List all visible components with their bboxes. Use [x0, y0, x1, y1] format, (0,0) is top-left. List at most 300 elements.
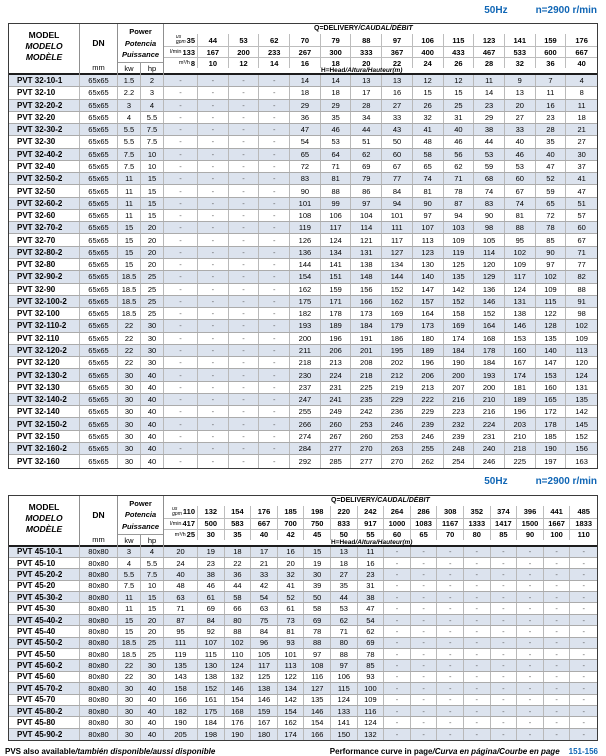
table-row: [9, 581, 597, 592]
head-value-cell: 24: [164, 558, 198, 568]
hp-cell: 20: [141, 234, 164, 245]
flow-header-cell: m³/h 25: [164, 530, 198, 540]
head-value-cell: -: [198, 320, 229, 331]
pvs-note-translations: /también disponible/aussi disponible: [75, 747, 216, 756]
head-value-cell: 122: [536, 308, 567, 319]
head-value-cell: 18: [290, 87, 321, 98]
head-value-cell: 270: [382, 455, 413, 467]
head-value-cell: 47: [536, 161, 567, 172]
head-value-cell: -: [582, 547, 585, 557]
flow-header-cell: 132: [198, 506, 225, 518]
rpm-label: n=2900 r/min: [535, 475, 597, 487]
head-value-cell: 27: [577, 137, 586, 147]
head-value-cell: 80: [225, 615, 252, 625]
head-value-cell: -: [384, 615, 411, 625]
head-value-cell: 212: [382, 369, 413, 380]
hp-cell: 5.5: [141, 558, 164, 568]
head-value-cell: 140: [536, 345, 567, 356]
head-value-cell: 78: [304, 626, 331, 636]
head-value-cell: -: [411, 717, 438, 727]
head-value-cell: -: [437, 638, 464, 648]
head-value-cell: 270: [351, 443, 382, 454]
head-value-cell: -: [198, 271, 229, 282]
head-value-cell: 113: [278, 660, 305, 670]
head-value-cell: 132: [225, 672, 252, 682]
head-value-cell: -: [198, 173, 229, 184]
head-value-cell: 8: [579, 88, 584, 98]
head-value-cell: 82: [577, 272, 586, 282]
flow-header-cell: 22: [382, 58, 413, 68]
head-value-cell: 184: [351, 320, 382, 331]
head-value-cell: 29: [290, 100, 321, 111]
head-value-cell: 71: [577, 247, 586, 257]
row-lmin-header-row: [164, 47, 597, 58]
head-value-cell: -: [464, 729, 491, 740]
head-value-cell: 54: [290, 136, 321, 147]
hp-cell: 25: [141, 271, 164, 282]
flow-header-cell: 88: [351, 34, 382, 46]
hp-cell: 10: [141, 149, 164, 160]
page-range: 151-156: [568, 747, 598, 756]
kw-cell: 4: [118, 558, 141, 568]
head-value-cell: -: [411, 695, 438, 705]
head-value-cell: -: [164, 112, 198, 123]
head-value-cell: 182: [290, 308, 321, 319]
flow-header-cell: 100: [544, 530, 571, 540]
head-value-cell: 101: [382, 210, 413, 221]
dn-cell: 80x80: [80, 729, 118, 740]
model-cell: PVT 32-70-2: [9, 222, 80, 233]
head-value-cell: -: [164, 173, 198, 184]
head-value-cell: 193: [290, 320, 321, 331]
head-value-cell: 198: [198, 729, 225, 740]
head-value-cell: 222: [413, 394, 444, 405]
head-value-cell: 247: [290, 394, 321, 405]
table-row: [9, 431, 597, 443]
head-value-cell: 166: [164, 695, 198, 705]
head-value-cell: 28: [351, 100, 382, 111]
kw-cell: 18.5: [118, 649, 141, 659]
head-value-cell: 31: [358, 581, 385, 591]
flow-header-cell: 97: [382, 34, 413, 46]
model-cell: PVT 32-100-2: [9, 296, 80, 307]
dn-label: DN: [92, 38, 105, 48]
head-value-cell: 65: [536, 198, 567, 209]
hp-cell: 10: [141, 161, 164, 172]
head-value-cell: 236: [382, 406, 413, 417]
head-value-cell: 62: [351, 149, 382, 160]
head-value-cell: 162: [382, 296, 413, 307]
head-value-cell: 90: [413, 198, 444, 209]
kw-cell: 22: [118, 660, 141, 670]
head-value-cell: 27: [331, 569, 358, 579]
hp-cell: 15: [141, 173, 164, 184]
head-value-cell: -: [464, 660, 491, 670]
head-value-cell: 14: [321, 75, 352, 86]
head-value-cell: 117: [505, 271, 536, 282]
head-value-cell: 65: [413, 161, 444, 172]
head-value-cell: 246: [413, 431, 444, 442]
head-value-cell: 196: [321, 333, 352, 344]
head-value-cell: -: [411, 638, 438, 648]
head-value-cell: -: [198, 136, 229, 147]
head-value-cell: 46: [505, 149, 536, 160]
head-value-cell: -: [437, 547, 464, 557]
head-value-cell: -: [164, 308, 198, 319]
head-value-cell: 157: [413, 296, 444, 307]
flow-header-cell: 242: [358, 506, 385, 518]
head-value-cell: 14: [290, 75, 321, 86]
head-value-cell: 172: [536, 406, 567, 417]
head-value-cell: 262: [413, 455, 444, 467]
head-value-cell: 94: [382, 198, 413, 209]
head-value-cell: -: [582, 729, 585, 739]
dn-cell: 80x80: [80, 695, 118, 705]
head-value-cell: 58: [225, 592, 252, 602]
model-cell: PVT 32-150: [9, 431, 80, 442]
head-value-cell: 125: [444, 259, 475, 270]
hp-cell: 25: [141, 308, 164, 319]
table-header: [9, 496, 597, 547]
head-value-cell: -: [464, 558, 491, 568]
head-value-cell: 124: [505, 284, 536, 295]
hp-cell: 40: [141, 369, 164, 380]
head-value-cell: -: [198, 234, 229, 245]
head-value-cell: -: [582, 615, 585, 625]
table-row: [9, 638, 597, 649]
hp-cell: 40: [141, 382, 164, 393]
head-value-cell: -: [229, 124, 260, 135]
head-value-cell: 21: [577, 125, 586, 135]
model-cell: PVT 45-80: [9, 717, 80, 727]
model-header-line: MODEL: [28, 501, 60, 512]
head-value-cell: 106: [331, 672, 358, 682]
head-value-cell: 19: [304, 558, 331, 568]
dn-column-header: [80, 24, 118, 75]
head-value-cell: 152: [474, 308, 505, 319]
head-value-cell: -: [259, 382, 290, 393]
flow-header-cell: 16: [290, 58, 321, 68]
flow-header-cell: 700: [278, 519, 305, 529]
flow-header-cell: 80: [464, 530, 491, 540]
model-cell: PVT 32-40: [9, 161, 80, 172]
head-value-cell: 135: [536, 333, 567, 344]
head-value-cell: 46: [198, 581, 225, 591]
head-value-cell: 59: [474, 161, 505, 172]
model-cell: PVT 45-70: [9, 695, 80, 705]
head-value-cell: -: [517, 558, 544, 568]
m3h-unit-label: m³/h: [178, 60, 190, 66]
head-value-cell: -: [517, 672, 544, 682]
head-value-cell: -: [198, 161, 229, 172]
head-value-cell: -: [437, 592, 464, 602]
kw-cell: 3: [118, 547, 141, 557]
head-value-cell: 152: [444, 296, 475, 307]
head-value-cell: 167: [505, 357, 536, 368]
head-value-cell: 165: [536, 394, 567, 405]
head-value-cell: -: [464, 626, 491, 636]
head-value-cell: 81: [505, 210, 536, 221]
head-value-cell: -: [259, 455, 290, 467]
head-value-cell: -: [164, 87, 198, 98]
head-value-cell: -: [582, 592, 585, 602]
head-value-cell: 20: [278, 558, 305, 568]
head-value-cell: 35: [331, 581, 358, 591]
head-value-cell: -: [259, 308, 290, 319]
head-value-cell: -: [384, 649, 411, 659]
dn-label: DN: [92, 509, 105, 520]
head-value-cell: 216: [474, 406, 505, 417]
head-value-cell: 69: [351, 161, 382, 172]
head-value-cell: 180: [413, 333, 444, 344]
head-value-cell: 154: [304, 717, 331, 727]
head-value-cell: -: [164, 124, 198, 135]
table-row: [9, 345, 597, 357]
head-value-cell: -: [491, 695, 518, 705]
kw-unit-label: kw: [118, 535, 141, 547]
hp-cell: 40: [141, 443, 164, 454]
head-value-cell: 129: [474, 271, 505, 282]
head-value-cell: -: [198, 369, 229, 380]
rpm-label: n=2900 r/min: [535, 5, 597, 16]
head-value-cell: 41: [413, 124, 444, 135]
kw-cell: 5.5: [118, 569, 141, 579]
head-value-cell: -: [229, 259, 260, 270]
table-row: [9, 382, 597, 394]
kw-cell: 7.5: [118, 161, 141, 172]
head-value-cell: 18: [331, 558, 358, 568]
model-cell: PVT 32-60-2: [9, 198, 80, 209]
head-value-cell: 20: [505, 100, 536, 111]
head-value-cell: 78: [444, 185, 475, 196]
head-value-cell: 132: [358, 729, 385, 740]
head-value-cell: -: [437, 626, 464, 636]
head-value-cell: 61: [198, 592, 225, 602]
power-header-line: Puissance: [121, 50, 160, 59]
q-delivery-label: Q=DELIVERY/CAUDAL/DÉBIT: [314, 25, 413, 32]
head-value-cell: -: [198, 284, 229, 295]
head-value-cell: -: [198, 406, 229, 417]
head-value-cell: 174: [278, 729, 305, 740]
head-value-cell: -: [198, 431, 229, 442]
kw-cell: 30: [118, 406, 141, 417]
head-value-cell: -: [544, 649, 571, 659]
head-value-cell: 50: [382, 136, 413, 147]
head-value-cell: 32: [278, 569, 305, 579]
dn-cell: 80x80: [80, 649, 118, 659]
head-value-cell: 58: [413, 149, 444, 160]
flow-header-cell: 583: [225, 519, 252, 529]
mid-label-band: [0, 469, 606, 495]
dn-cell: 80x80: [80, 717, 118, 727]
head-value-cell: -: [229, 382, 260, 393]
head-value-cell: -: [229, 210, 260, 221]
hp-cell: 2: [141, 75, 164, 86]
head-value-cell: 230: [290, 369, 321, 380]
flow-header-cell: 106: [413, 34, 444, 46]
head-value-cell: -: [437, 729, 464, 740]
table-row: [9, 320, 597, 332]
head-value-cell: -: [164, 75, 198, 86]
hp-cell: 15: [141, 198, 164, 209]
hp-cell: 10: [141, 581, 164, 591]
head-value-cell: -: [517, 695, 544, 705]
model-cell: PVT 32-140: [9, 406, 80, 417]
head-value-cell: 43: [382, 124, 413, 135]
head-value-cell: -: [164, 345, 198, 356]
model-header-line: MODELO: [25, 512, 63, 523]
head-value-cell: -: [411, 603, 438, 613]
table-row: [9, 672, 597, 683]
head-value-cell: -: [491, 729, 518, 740]
head-value-cell: -: [164, 369, 198, 380]
head-value-cell: -: [164, 296, 198, 307]
head-value-cell: 140: [413, 271, 444, 282]
head-value-cell: 17: [251, 547, 278, 557]
flow-header-cell: 159: [536, 34, 567, 46]
head-value-cell: 74: [474, 185, 505, 196]
dn-cell: 80x80: [80, 706, 118, 716]
kw-cell: 30: [118, 455, 141, 467]
flow-header-cell: 70: [437, 530, 464, 540]
table-row: [9, 683, 597, 694]
model-cell: PVT 32-70: [9, 234, 80, 245]
head-value-cell: 106: [321, 210, 352, 221]
head-value-cell: 216: [444, 394, 475, 405]
head-value-cell: -: [229, 369, 260, 380]
head-value-cell: -: [437, 603, 464, 613]
head-value-cell: -: [517, 729, 544, 740]
head-value-cell: -: [164, 161, 198, 172]
frequency-label: 50Hz: [484, 5, 508, 16]
head-value-cell: 40: [444, 124, 475, 135]
head-value-cell: -: [198, 124, 229, 135]
head-value-cell: -: [229, 75, 260, 86]
head-value-cell: 69: [304, 615, 331, 625]
hp-cell: 3: [141, 87, 164, 98]
head-value-cell: -: [259, 210, 290, 221]
kw-cell: 30: [118, 683, 141, 693]
kw-cell: 15: [118, 234, 141, 245]
head-value-cell: -: [384, 592, 411, 602]
head-value-cell: 31: [444, 112, 475, 123]
kw-cell: 7.5: [118, 581, 141, 591]
head-value-cell: 84: [251, 626, 278, 636]
head-value-cell: 11: [358, 547, 385, 557]
power-header-line: Power: [129, 27, 152, 36]
head-value-cell: -: [544, 569, 571, 579]
head-value-cell: 16: [358, 558, 385, 568]
model-cell: PVT 32-120-2: [9, 345, 80, 356]
head-value-cell: 229: [382, 394, 413, 405]
head-value-cell: -: [437, 706, 464, 716]
head-value-cell: 128: [536, 320, 567, 331]
head-value-cell: -: [411, 558, 438, 568]
head-value-cell: -: [229, 284, 260, 295]
head-value-cell: 109: [536, 284, 567, 295]
head-value-cell: 18: [577, 112, 586, 122]
flow-header-cell: 123: [474, 34, 505, 46]
head-value-cell: 115: [331, 683, 358, 693]
perf-note-en: Performance curve in page: [329, 747, 433, 756]
head-value-cell: 91: [577, 296, 586, 306]
power-unit-row: [118, 62, 163, 75]
lmin-unit-label: l/min: [169, 520, 182, 527]
head-value-cell: -: [582, 706, 585, 716]
flow-header-cell: 750: [304, 519, 331, 529]
dn-cell: 65x65: [80, 345, 118, 356]
head-value-cell: 66: [225, 603, 252, 613]
head-value-cell: 90: [474, 210, 505, 221]
head-value-cell: 13: [382, 75, 413, 86]
head-value-cell: 117: [382, 234, 413, 245]
flow-header-cell: 60: [384, 530, 411, 540]
head-value-cell: -: [198, 382, 229, 393]
head-value-cell: 14: [474, 87, 505, 98]
head-value-cell: 206: [413, 369, 444, 380]
head-value-cell: 248: [444, 443, 475, 454]
head-value-cell: 184: [198, 717, 225, 727]
head-value-cell: -: [229, 247, 260, 258]
head-value-cell: 46: [321, 124, 352, 135]
head-value-cell: 23: [198, 558, 225, 568]
hp-cell: 25: [141, 284, 164, 295]
head-value-cell: 154: [225, 695, 252, 705]
head-value-cell: 159: [251, 706, 278, 716]
head-value-cell: 41: [577, 174, 586, 184]
head-value-cell: 174: [444, 333, 475, 344]
head-value-cell: -: [229, 149, 260, 160]
head-value-cell: 48: [164, 581, 198, 591]
head-value-cell: -: [259, 345, 290, 356]
head-value-cell: -: [198, 87, 229, 98]
head-value-cell: 208: [351, 357, 382, 368]
head-value-cell: 35: [536, 136, 567, 147]
head-value-cell: 109: [444, 234, 475, 245]
head-value-cell: 95: [164, 626, 198, 636]
head-value-cell: 98: [474, 222, 505, 233]
head-value-cell: 253: [382, 431, 413, 442]
model-cell: PVT 45-20: [9, 581, 80, 591]
head-value-cell: 88: [304, 638, 331, 648]
head-value-cell: -: [464, 695, 491, 705]
head-value-cell: 146: [304, 706, 331, 716]
dn-cell: 65x65: [80, 431, 118, 442]
head-value-cell: 136: [474, 284, 505, 295]
flow-header-cell: 185: [278, 506, 305, 518]
hp-cell: 40: [141, 406, 164, 417]
head-value-cell: -: [544, 683, 571, 693]
kw-cell: 30: [118, 717, 141, 727]
head-value-cell: -: [229, 357, 260, 368]
head-value-cell: 97: [536, 259, 567, 270]
head-value-cell: -: [464, 649, 491, 659]
table-row: [9, 615, 597, 626]
head-value-cell: 29: [321, 100, 352, 111]
head-value-cell: 158: [444, 308, 475, 319]
head-value-cell: 242: [351, 406, 382, 417]
head-value-cell: -: [259, 234, 290, 245]
kw-cell: 22: [118, 357, 141, 368]
model-cell: PVT 32-80: [9, 259, 80, 270]
head-value-cell: 181: [505, 382, 536, 393]
model-cell: PVT 32-90-2: [9, 271, 80, 282]
table-row: [9, 185, 597, 197]
dn-cell: 80x80: [80, 672, 118, 682]
hp-cell: 40: [141, 418, 164, 429]
dn-cell: 65x65: [80, 247, 118, 258]
flow-header-cell: 36: [536, 58, 567, 68]
